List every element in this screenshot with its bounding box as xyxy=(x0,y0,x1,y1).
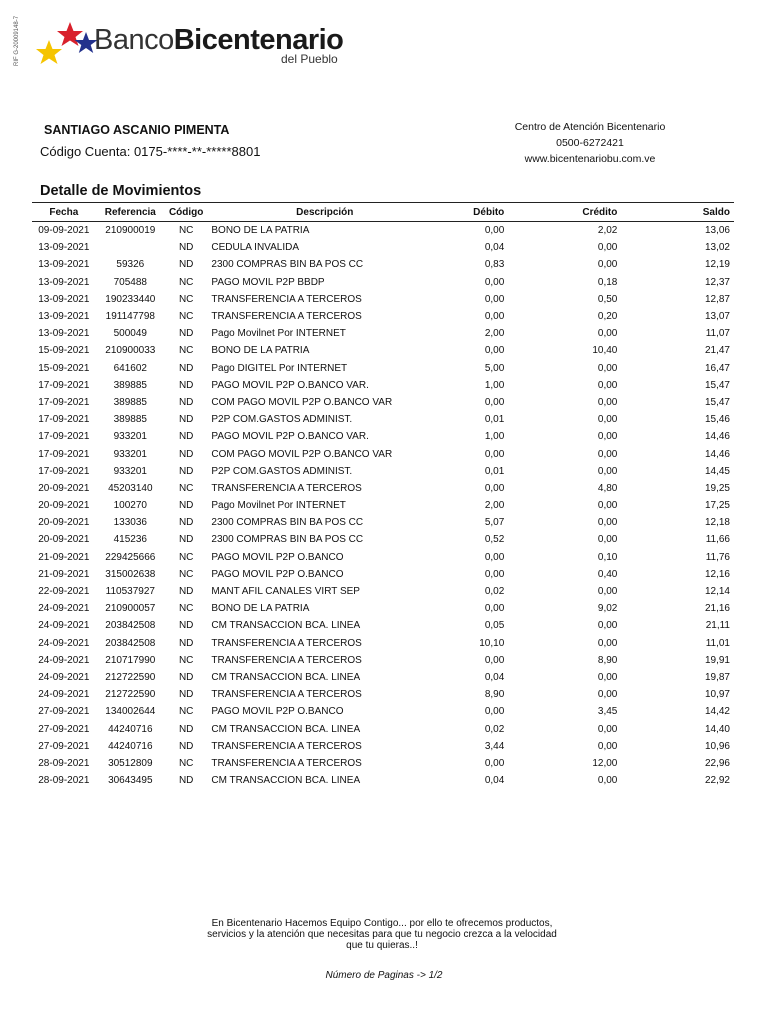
cell-codigo: ND xyxy=(178,259,194,271)
contact-phone: 0500-6272421 xyxy=(556,137,624,149)
footer-line-3: que tu quieras..! xyxy=(346,940,418,951)
cell-saldo: 22,96 xyxy=(704,757,730,769)
cell-fecha: 24-09-2021 xyxy=(38,637,90,649)
cell-credito: 2,02 xyxy=(597,225,618,237)
cell-debito: 0,04 xyxy=(484,671,505,683)
cell-saldo: 19,87 xyxy=(704,671,730,683)
table-header-row xyxy=(32,204,734,222)
cell-codigo: ND xyxy=(178,517,194,529)
cell-saldo: 13,02 xyxy=(704,242,730,254)
table-row xyxy=(32,291,734,308)
cell-descripcion: BONO DE LA PATRIA xyxy=(211,345,310,357)
col-referencia: Referencia xyxy=(96,204,165,222)
table-row xyxy=(32,239,734,256)
cell-debito: 0,01 xyxy=(484,414,505,426)
cell-fecha: 24-09-2021 xyxy=(38,671,90,683)
cell-fecha: 20-09-2021 xyxy=(38,482,90,494)
cell-credito: 0,00 xyxy=(597,431,618,443)
cell-saldo: 11,01 xyxy=(705,637,730,649)
table-row xyxy=(32,394,734,411)
cell-fecha: 13-09-2021 xyxy=(38,242,90,254)
footer-line-1: En Bicentenario Hacemos Equipo Contigo... por ello te ofrecemos productos, xyxy=(211,918,553,929)
cell-referencia: 229425666 xyxy=(105,551,156,563)
cell-codigo: ND xyxy=(178,431,194,443)
cell-credito: 8,90 xyxy=(597,654,618,666)
cell-descripcion: PAGO MOVIL P2P O.BANCO xyxy=(211,568,344,580)
cell-fecha: 24-09-2021 xyxy=(38,603,90,615)
bank-name-light: Banco xyxy=(94,24,174,56)
table-row xyxy=(32,445,734,462)
cell-referencia: 203842508 xyxy=(105,620,156,632)
cell-credito: 0,00 xyxy=(597,689,618,701)
cell-saldo: 22,92 xyxy=(704,775,730,787)
cell-fecha: 17-09-2021 xyxy=(38,431,90,443)
stars-logo-icon xyxy=(34,20,98,66)
movements-body xyxy=(32,222,734,790)
cell-credito: 0,00 xyxy=(597,740,618,752)
cell-fecha: 17-09-2021 xyxy=(38,448,90,460)
cell-credito: 0,00 xyxy=(597,328,618,340)
client-name: SANTIAGO ASCANIO PIMENTA xyxy=(44,123,230,137)
cell-debito: 8,90 xyxy=(484,689,505,701)
cell-descripcion: BONO DE LA PATRIA xyxy=(211,225,310,237)
cell-descripcion: TRANSFERENCIA A TERCEROS xyxy=(211,654,362,666)
cell-saldo: 14,46 xyxy=(704,448,730,460)
cell-saldo: 16,47 xyxy=(704,362,730,374)
movements-table xyxy=(32,204,734,789)
cell-saldo: 12,16 xyxy=(704,568,730,580)
cell-fecha: 17-09-2021 xyxy=(38,379,90,391)
contact-website: www.bicentenariobu.com.ve xyxy=(524,153,656,165)
cell-credito: 0,00 xyxy=(597,259,618,271)
cell-fecha: 13-09-2021 xyxy=(38,328,90,340)
cell-codigo: NC xyxy=(178,757,194,769)
cell-fecha: 15-09-2021 xyxy=(38,345,90,357)
cell-codigo: ND xyxy=(178,379,194,391)
cell-credito: 0,00 xyxy=(597,362,618,374)
cell-codigo: ND xyxy=(178,723,194,735)
cell-descripcion: 2300 COMPRAS BIN BA POS CC xyxy=(211,517,364,529)
cell-debito: 1,00 xyxy=(484,431,505,443)
cell-descripcion: CEDULA INVALIDA xyxy=(211,242,300,254)
cell-credito: 0,00 xyxy=(597,586,618,598)
cell-credito: 0,18 xyxy=(597,276,618,288)
cell-fecha: 13-09-2021 xyxy=(38,276,90,288)
cell-codigo: ND xyxy=(178,448,194,460)
cell-saldo: 12,37 xyxy=(704,276,730,288)
cell-referencia: 705488 xyxy=(113,276,147,288)
cell-fecha: 20-09-2021 xyxy=(38,534,90,546)
table-row xyxy=(32,755,734,772)
cell-descripcion: 2300 COMPRAS BIN BA POS CC xyxy=(211,259,364,271)
contact-center: Centro de Atención Bicentenario xyxy=(514,121,666,133)
cell-credito: 0,00 xyxy=(597,448,618,460)
cell-descripcion: TRANSFERENCIA A TERCEROS xyxy=(211,482,362,494)
cell-debito: 0,00 xyxy=(484,293,505,305)
cell-referencia: 210900033 xyxy=(105,345,156,357)
cell-referencia: 210900057 xyxy=(105,603,156,615)
cell-saldo: 19,91 xyxy=(704,654,730,666)
table-row xyxy=(32,738,734,755)
cell-saldo: 14,46 xyxy=(704,431,730,443)
cell-referencia: 100270 xyxy=(113,500,147,512)
cell-debito: 1,00 xyxy=(484,379,505,391)
cell-descripcion: TRANSFERENCIA A TERCEROS xyxy=(211,740,362,752)
table-row xyxy=(32,686,734,703)
cell-debito: 0,04 xyxy=(484,775,505,787)
cell-saldo: 17,25 xyxy=(704,500,730,512)
cell-saldo: 14,45 xyxy=(704,465,730,477)
cell-fecha: 28-09-2021 xyxy=(38,775,90,787)
cell-fecha: 09-09-2021 xyxy=(38,225,90,237)
cell-credito: 0,00 xyxy=(597,517,618,529)
table-row xyxy=(32,531,734,548)
table-row xyxy=(32,566,734,583)
cell-debito: 0,00 xyxy=(484,448,505,460)
cell-descripcion: COM PAGO MOVIL P2P O.BANCO VAR xyxy=(211,396,393,408)
cell-debito: 0,00 xyxy=(484,706,505,718)
footer-message xyxy=(182,918,582,951)
cell-fecha: 22-09-2021 xyxy=(38,586,90,598)
cell-descripcion: PAGO MOVIL P2P BBDP xyxy=(211,276,325,288)
cell-credito: 0,00 xyxy=(597,379,618,391)
cell-saldo: 15,47 xyxy=(704,396,730,408)
cell-referencia: 190233440 xyxy=(105,293,156,305)
cell-referencia: 389885 xyxy=(113,396,147,408)
cell-codigo: NC xyxy=(178,551,194,563)
cell-saldo: 12,14 xyxy=(704,586,730,598)
cell-referencia: 59326 xyxy=(116,259,145,271)
cell-fecha: 13-09-2021 xyxy=(38,311,90,323)
cell-credito: 0,40 xyxy=(597,568,618,580)
cell-saldo: 14,42 xyxy=(704,706,730,718)
bank-name-bold: Bicentenario xyxy=(173,24,344,56)
rif-label xyxy=(14,8,26,68)
cell-saldo: 11,76 xyxy=(705,551,730,563)
table-row xyxy=(32,583,734,600)
cell-codigo: ND xyxy=(178,740,194,752)
cell-fecha: 27-09-2021 xyxy=(38,706,90,718)
cell-descripcion: PAGO MOVIL P2P O.BANCO xyxy=(211,706,344,718)
cell-debito: 0,02 xyxy=(484,723,505,735)
cell-codigo: NC xyxy=(178,276,194,288)
col-credito: Crédito xyxy=(508,204,621,222)
cell-saldo: 12,18 xyxy=(704,517,730,529)
cell-referencia: 44240716 xyxy=(108,740,153,752)
table-row xyxy=(32,274,734,291)
cell-fecha: 20-09-2021 xyxy=(38,500,90,512)
cell-debito: 5,07 xyxy=(484,517,505,529)
cell-codigo: ND xyxy=(178,620,194,632)
cell-fecha: 17-09-2021 xyxy=(38,414,90,426)
cell-credito: 12,00 xyxy=(592,757,618,769)
cell-credito: 0,00 xyxy=(597,620,618,632)
rif-text: RIF G-20009148-7 xyxy=(14,15,20,66)
table-row xyxy=(32,617,734,634)
cell-descripcion: TRANSFERENCIA A TERCEROS xyxy=(211,293,362,305)
cell-fecha: 17-09-2021 xyxy=(38,396,90,408)
table-row xyxy=(32,497,734,514)
cell-saldo: 21,11 xyxy=(705,620,730,632)
cell-debito: 0,00 xyxy=(484,276,505,288)
cell-referencia: 30512809 xyxy=(108,757,153,769)
cell-codigo: ND xyxy=(178,671,194,683)
cell-debito: 0,83 xyxy=(484,259,505,271)
cell-codigo: ND xyxy=(178,534,194,546)
cell-credito: 0,00 xyxy=(597,775,618,787)
cell-credito: 0,20 xyxy=(597,311,618,323)
cell-debito: 0,52 xyxy=(484,534,505,546)
cell-fecha: 21-09-2021 xyxy=(38,551,90,563)
cell-codigo: ND xyxy=(178,396,194,408)
table-row xyxy=(32,635,734,652)
cell-fecha: 13-09-2021 xyxy=(38,293,90,305)
cell-fecha: 27-09-2021 xyxy=(38,723,90,735)
cell-codigo: NC xyxy=(178,293,194,305)
cell-referencia: 933201 xyxy=(113,465,147,477)
col-fecha: Fecha xyxy=(32,204,96,222)
cell-debito: 0,04 xyxy=(484,242,505,254)
cell-descripcion: 2300 COMPRAS BIN BA POS CC xyxy=(211,534,364,546)
cell-referencia: 203842508 xyxy=(105,637,156,649)
cell-debito: 0,00 xyxy=(484,311,505,323)
cell-credito: 0,00 xyxy=(597,414,618,426)
cell-codigo: NC xyxy=(178,706,194,718)
cell-descripcion: MANT AFIL CANALES VIRT SEP xyxy=(211,586,360,598)
table-row xyxy=(32,325,734,342)
cell-referencia: 389885 xyxy=(113,414,147,426)
cell-referencia: 212722590 xyxy=(105,671,156,683)
cell-referencia: 212722590 xyxy=(105,689,156,701)
cell-fecha: 27-09-2021 xyxy=(38,740,90,752)
cell-debito: 5,00 xyxy=(484,362,505,374)
table-row xyxy=(32,411,734,428)
cell-codigo: NC xyxy=(178,603,194,615)
cell-referencia: 415236 xyxy=(113,534,147,546)
cell-codigo: NC xyxy=(178,568,194,580)
cell-saldo: 11,07 xyxy=(705,328,730,340)
cell-debito: 2,00 xyxy=(484,500,505,512)
cell-saldo: 11,66 xyxy=(705,534,730,546)
cell-referencia: 30643495 xyxy=(108,775,153,787)
cell-debito: 3,44 xyxy=(484,740,505,752)
cell-saldo: 21,47 xyxy=(704,345,730,357)
cell-credito: 0,00 xyxy=(597,534,618,546)
cell-saldo: 13,06 xyxy=(704,225,730,237)
cell-referencia: 641602 xyxy=(113,362,147,374)
cell-debito: 0,00 xyxy=(484,396,505,408)
cell-credito: 0,00 xyxy=(597,637,618,649)
cell-codigo: NC xyxy=(178,654,194,666)
cell-saldo: 10,97 xyxy=(704,689,730,701)
cell-credito: 0,00 xyxy=(597,723,618,735)
cell-saldo: 21,16 xyxy=(704,603,730,615)
cell-referencia: 110537927 xyxy=(105,586,155,598)
table-row xyxy=(32,669,734,686)
cell-descripcion: Pago Movilnet Por INTERNET xyxy=(211,328,346,340)
section-title: Detalle de Movimientos xyxy=(40,183,202,199)
cell-descripcion: BONO DE LA PATRIA xyxy=(211,603,310,615)
cell-credito: 3,45 xyxy=(597,706,618,718)
cell-fecha: 13-09-2021 xyxy=(38,259,90,271)
cell-credito: 9,02 xyxy=(597,603,618,615)
cell-descripcion: CM TRANSACCION BCA. LINEA xyxy=(211,620,361,632)
col-saldo: Saldo xyxy=(621,204,734,222)
cell-descripcion: TRANSFERENCIA A TERCEROS xyxy=(211,757,362,769)
cell-codigo: ND xyxy=(178,775,194,787)
cell-descripcion: PAGO MOVIL P2P O.BANCO xyxy=(211,551,344,563)
table-row xyxy=(32,652,734,669)
cell-codigo: ND xyxy=(178,414,194,426)
cell-credito: 0,00 xyxy=(597,396,618,408)
cell-saldo: 10,96 xyxy=(704,740,730,752)
cell-credito: 4,80 xyxy=(597,482,618,494)
cell-codigo: ND xyxy=(178,242,194,254)
cell-descripcion: P2P COM.GASTOS ADMINIST. xyxy=(211,414,353,426)
cell-fecha: 17-09-2021 xyxy=(38,465,90,477)
cell-debito: 10,10 xyxy=(479,637,505,649)
cell-debito: 0,00 xyxy=(484,568,505,580)
table-row xyxy=(32,360,734,377)
table-row xyxy=(32,377,734,394)
bank-subtitle: del Pueblo xyxy=(281,52,338,66)
cell-debito: 0,00 xyxy=(484,603,505,615)
cell-descripcion: PAGO MOVIL P2P O.BANCO VAR. xyxy=(211,379,369,391)
cell-saldo: 19,25 xyxy=(704,482,730,494)
cell-codigo: NC xyxy=(178,311,194,323)
cell-codigo: NC xyxy=(178,225,194,237)
cell-saldo: 12,87 xyxy=(704,293,730,305)
cell-fecha: 24-09-2021 xyxy=(38,654,90,666)
table-row xyxy=(32,772,734,789)
cell-descripcion: TRANSFERENCIA A TERCEROS xyxy=(211,689,362,701)
col-descripcion: Descripción xyxy=(207,204,442,222)
cell-credito: 0,50 xyxy=(597,293,618,305)
page-number: Número de Paginas -> 1/2 xyxy=(325,970,443,981)
cell-fecha: 21-09-2021 xyxy=(38,568,90,580)
cell-referencia: 133036 xyxy=(113,517,147,529)
cell-debito: 0,00 xyxy=(484,551,505,563)
cell-codigo: NC xyxy=(178,345,194,357)
cell-descripcion: Pago Movilnet Por INTERNET xyxy=(211,500,346,512)
cell-saldo: 15,46 xyxy=(704,414,730,426)
cell-debito: 0,02 xyxy=(484,586,505,598)
cell-codigo: NC xyxy=(178,482,194,494)
cell-saldo: 14,40 xyxy=(704,723,730,735)
cell-saldo: 15,47 xyxy=(704,379,730,391)
cell-referencia: 210717990 xyxy=(105,654,156,666)
table-row xyxy=(32,600,734,617)
cell-referencia: 210900019 xyxy=(105,225,156,237)
cell-referencia: 315002638 xyxy=(105,568,156,580)
cell-debito: 0,00 xyxy=(484,482,505,494)
cell-descripcion: CM TRANSACCION BCA. LINEA xyxy=(211,723,361,735)
account-code: Código Cuenta: 0175-****-**-*****8801 xyxy=(40,144,261,159)
cell-descripcion: PAGO MOVIL P2P O.BANCO VAR. xyxy=(211,431,369,443)
cell-debito: 0,01 xyxy=(484,465,505,477)
cell-codigo: ND xyxy=(178,586,194,598)
cell-codigo: ND xyxy=(178,328,194,340)
cell-fecha: 20-09-2021 xyxy=(38,517,90,529)
table-row xyxy=(32,342,734,359)
cell-codigo: ND xyxy=(178,362,194,374)
col-debito: Débito xyxy=(442,204,508,222)
cell-fecha: 24-09-2021 xyxy=(38,620,90,632)
table-row xyxy=(32,222,734,240)
cell-credito: 0,10 xyxy=(597,551,618,563)
cell-credito: 0,00 xyxy=(597,500,618,512)
cell-debito: 0,00 xyxy=(484,757,505,769)
contact-info xyxy=(480,119,700,167)
cell-codigo: ND xyxy=(178,500,194,512)
table-row xyxy=(32,549,734,566)
cell-referencia: 191147798 xyxy=(105,311,155,323)
cell-credito: 0,00 xyxy=(597,671,618,683)
cell-descripcion: TRANSFERENCIA A TERCEROS xyxy=(211,311,362,323)
table-row xyxy=(32,720,734,737)
cell-fecha: 15-09-2021 xyxy=(38,362,90,374)
cell-debito: 0,05 xyxy=(484,620,505,632)
cell-fecha: 24-09-2021 xyxy=(38,689,90,701)
cell-debito: 0,00 xyxy=(484,654,505,666)
cell-debito: 0,00 xyxy=(484,345,505,357)
table-row xyxy=(32,703,734,720)
cell-referencia xyxy=(96,239,165,256)
cell-referencia: 933201 xyxy=(113,431,147,443)
table-row xyxy=(32,428,734,445)
cell-referencia: 389885 xyxy=(113,379,147,391)
cell-codigo: ND xyxy=(178,465,194,477)
cell-descripcion: TRANSFERENCIA A TERCEROS xyxy=(211,637,362,649)
cell-credito: 10,40 xyxy=(592,345,618,357)
cell-referencia: 45203140 xyxy=(108,482,153,494)
bank-logo xyxy=(34,18,364,70)
cell-descripcion: CM TRANSACCION BCA. LINEA xyxy=(211,775,361,787)
cell-descripcion: Pago DIGITEL Por INTERNET xyxy=(211,362,348,374)
cell-credito: 0,00 xyxy=(597,465,618,477)
cell-saldo: 13,07 xyxy=(704,311,730,323)
cell-codigo: ND xyxy=(178,637,194,649)
cell-descripcion: COM PAGO MOVIL P2P O.BANCO VAR xyxy=(211,448,393,460)
table-row xyxy=(32,514,734,531)
cell-referencia: 933201 xyxy=(113,448,147,460)
cell-fecha: 28-09-2021 xyxy=(38,757,90,769)
col-codigo: Código xyxy=(165,204,207,222)
table-row xyxy=(32,480,734,497)
cell-descripcion: P2P COM.GASTOS ADMINIST. xyxy=(211,465,353,477)
cell-codigo: ND xyxy=(178,689,194,701)
footer-line-2: servicios y la atención que necesitas para que tu negocio crezca a la velocidad xyxy=(207,929,557,940)
table-row xyxy=(32,463,734,480)
cell-debito: 2,00 xyxy=(484,328,505,340)
cell-saldo: 12,19 xyxy=(704,259,730,271)
cell-descripcion: CM TRANSACCION BCA. LINEA xyxy=(211,671,361,683)
table-row xyxy=(32,308,734,325)
table-row xyxy=(32,256,734,273)
cell-referencia: 134002644 xyxy=(105,706,156,718)
cell-referencia: 44240716 xyxy=(108,723,153,735)
cell-credito: 0,00 xyxy=(597,242,618,254)
cell-referencia: 500049 xyxy=(113,328,147,340)
cell-debito: 0,00 xyxy=(484,225,505,237)
header-rule xyxy=(32,202,734,203)
